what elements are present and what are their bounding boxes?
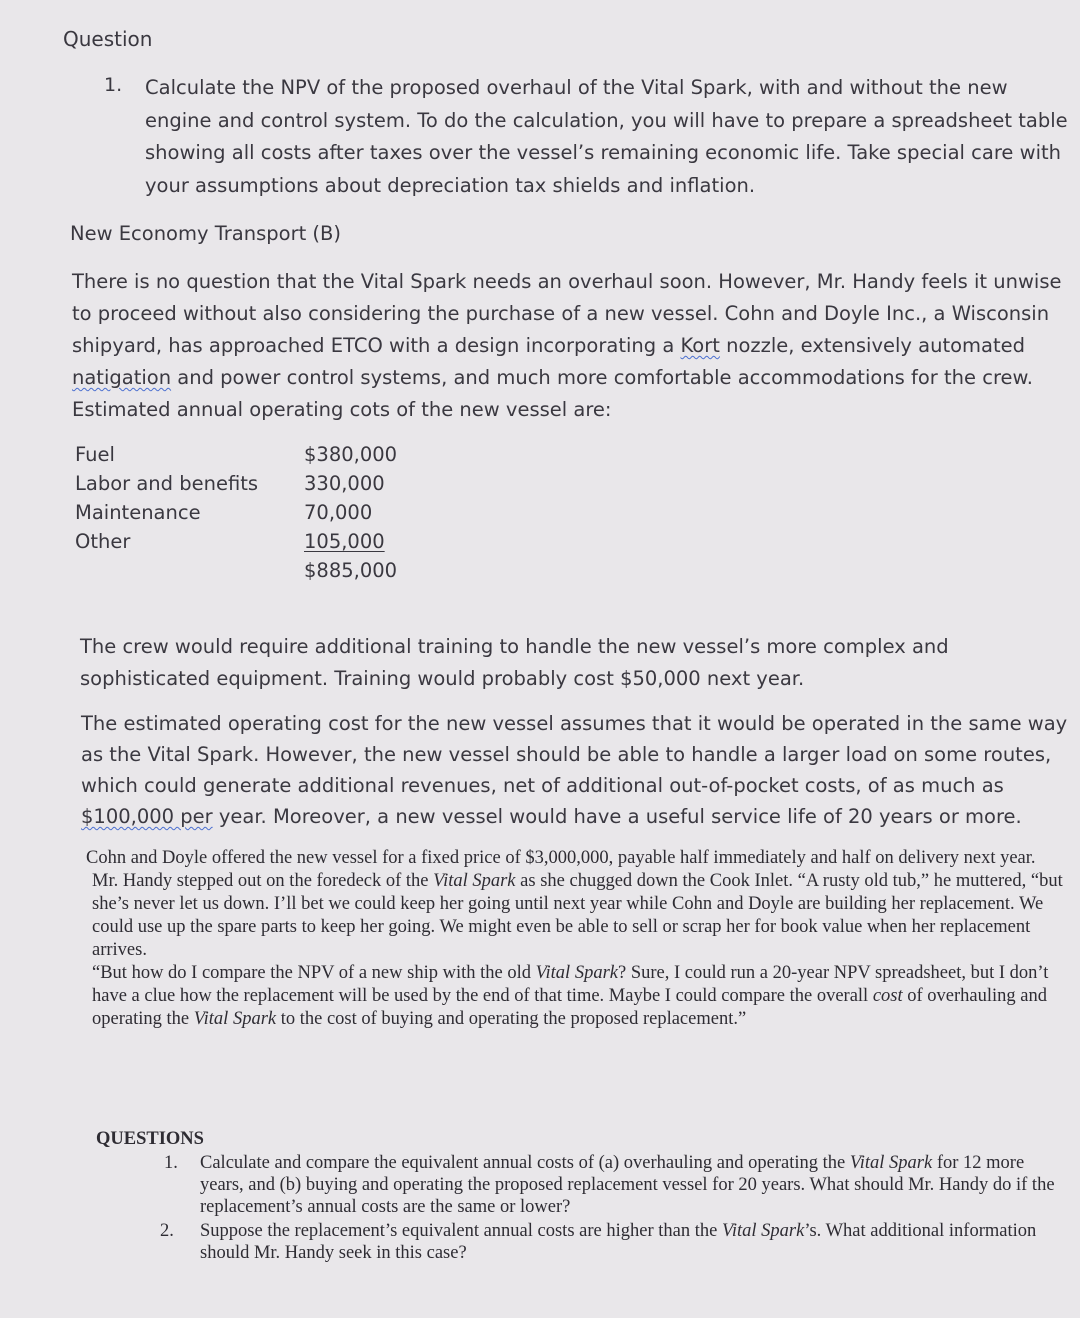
narrative-text: Mr. Handy stepped out on the foredeck of the — [92, 871, 434, 891]
narrative-text: of overhauling and operating the — [92, 986, 1048, 1029]
question-1-number: 1. — [104, 74, 123, 96]
cost-label: Fuel — [75, 443, 115, 466]
vessel-name: Vital Spark — [721, 1221, 805, 1241]
narrative-paragraph-2 — [86, 870, 1066, 962]
case-paragraph-1-end: and power control systems, and much more comfortable accommodations for the crew. Estimated annual operating cots of the new vessel are: — [72, 366, 1033, 421]
cost-value: 70,000 — [304, 501, 373, 524]
narrative-paragraph-1: Cohn and Doyle offered the new vessel for a fixed price of $3,000,000, payable half immediately and half on delivery next year. — [86, 848, 1036, 868]
questions-heading: QUESTIONS — [96, 1129, 204, 1149]
questions-list — [160, 1152, 1060, 1266]
emphasis-cost: cost — [872, 986, 903, 1006]
natigation-word: natigation — [72, 366, 172, 389]
narrative-block — [86, 847, 1066, 1031]
case-title: New Economy Transport (B) — [70, 222, 342, 245]
cost-value: $380,000 — [304, 443, 398, 466]
case-paragraph-1 — [72, 266, 1072, 426]
case-paragraph-2: The crew would require additional training to handle the new vessel’s more complex and sophisticated equipment. Training would probably cost $50,000 next year. — [80, 635, 949, 690]
cost-label: Labor and benefits — [75, 472, 259, 495]
kort-word: Kort — [680, 334, 720, 357]
case-paragraph-1-start: There is no question that the Vital Spark needs an overhaul soon. However, Mr. Handy feels it unwise to proceed without also considering the purchase of a new vessel. Cohn and Doyle Inc., a Wisconsin shipyard, has approached ETCO with a design incorporating a — [72, 270, 1062, 357]
revenue-amount: $100,000 per — [81, 805, 213, 828]
question-item-1 — [160, 1152, 1060, 1218]
case-paragraph-3-start: The estimated operating cost for the new vessel assumes that it would be operated in the same way as the Vital Spark. However, the new vessel should be able to handle a larger load on some routes, which could generate additional revenues, net of additional out-of-pocket costs, of as much as — [81, 712, 1068, 797]
question-text: Calculate and compare the equivalent annual costs of (a) overhauling and operating the — [200, 1153, 850, 1173]
vessel-name: Vital Spark — [433, 871, 516, 891]
question-text: for 12 more years, and (b) buying and operating the proposed replacement vessel for 20 years. What should Mr. Handy do if the replacement’s annual costs are the same or lower? — [200, 1153, 1055, 1217]
question-item-2 — [160, 1220, 1060, 1264]
vessel-name: Vital Spark — [849, 1153, 933, 1173]
cost-value: 105,000 — [304, 530, 385, 553]
narrative-paragraph-3 — [86, 962, 1066, 1031]
question-number: 2. — [160, 1221, 174, 1241]
question-number: 1. — [164, 1153, 178, 1173]
cost-total: $885,000 — [304, 559, 398, 582]
cost-label: Maintenance — [75, 501, 201, 524]
case-paragraph-3-end: year. Moreover, a new vessel would have a useful service life of 20 years or more. — [212, 805, 1022, 828]
narrative-text: to the cost of buying and operating the proposed replacement.” — [276, 1009, 747, 1029]
page-title: Question — [63, 27, 153, 51]
case-paragraph-3 — [81, 708, 1071, 832]
vessel-name: Vital Spark — [535, 963, 618, 983]
cost-value: 330,000 — [304, 472, 385, 495]
narrative-text: ? Sure, I could run a 20-year NPV spreadsheet, but I don’t have a clue how the replacement will be used by the end of that time. Maybe I could compare the overall — [92, 963, 1049, 1006]
vessel-name: Vital Spark — [193, 1009, 277, 1029]
question-text: ’s. What additional information should Mr. Handy seek in this case? — [200, 1221, 1037, 1263]
question-1-text: Calculate the NPV of the proposed overhaul of the Vital Spark, with and without the new engine and control system. To do the calculation, you will have to prepare a spreadsheet table showing all costs after taxes over the vessel’s remaining economic life. Take special care with your assumptions about depreciation tax shields and inflation. — [145, 76, 1068, 197]
narrative-text: as she chugged down the Cook Inlet. “A rusty old tub,” he muttered, “but she’s never let us down. I’ll bet we could keep her going until next year while Cohn and Doyle are building her replacement. We could use up the spare parts to keep her going. We might even be able to sell or scrap her for book value when her replacement arrives. — [92, 871, 1063, 960]
narrative-text: “But how do I compare the NPV of a new ship with the old — [92, 963, 536, 983]
cost-label: Other — [75, 530, 131, 553]
case-paragraph-1-mid: nozzle, extensively automated — [719, 334, 1025, 357]
question-text: Suppose the replacement’s equivalent annual costs are higher than the — [200, 1221, 722, 1241]
